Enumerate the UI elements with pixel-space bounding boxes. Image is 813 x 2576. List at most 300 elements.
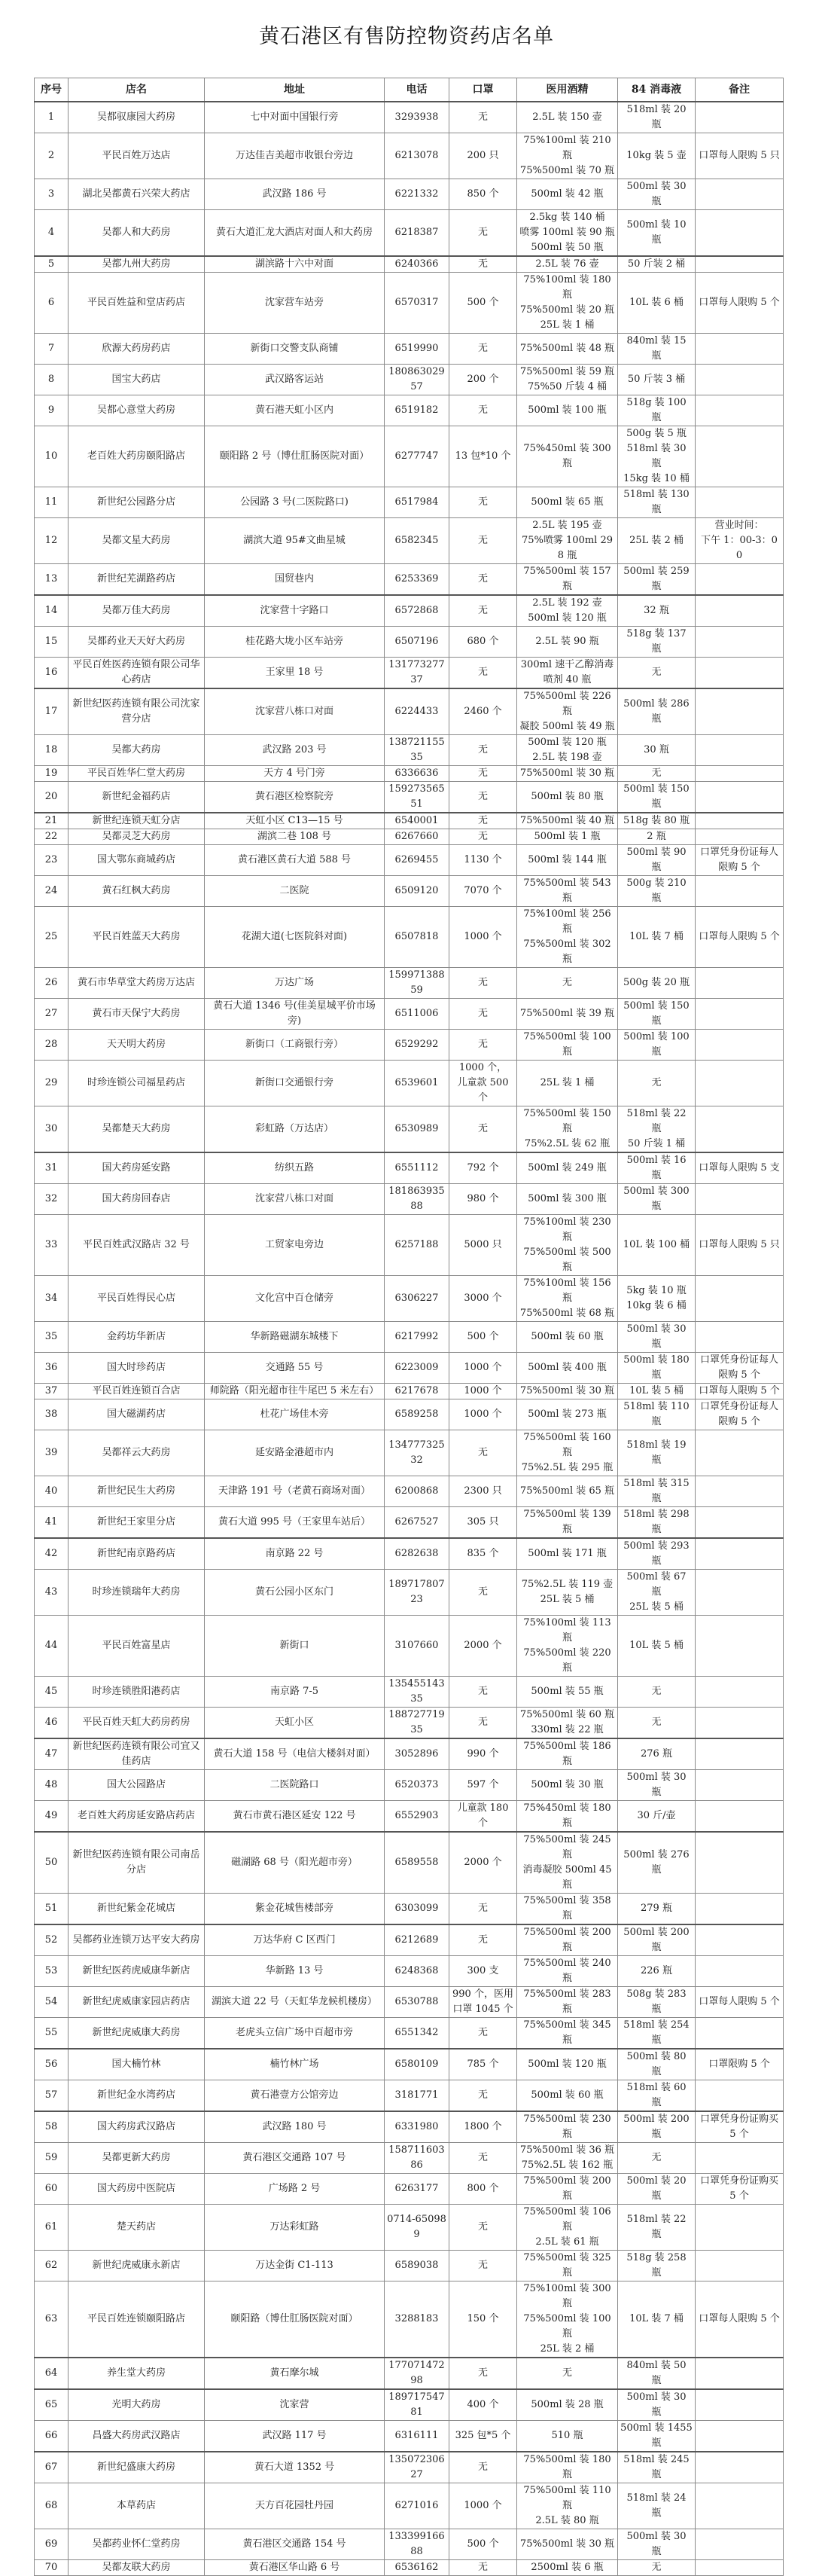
store-note: [696, 999, 784, 1030]
store-note: [696, 2205, 784, 2251]
alcohol-stock: 75%500ml 装 345 瓶: [517, 2018, 618, 2050]
store-phone: 13177327737: [385, 658, 449, 689]
store-name: 平民百姓连锁颐阳路店: [69, 2281, 205, 2358]
store-phone: 6551112: [385, 1152, 449, 1184]
store-name: 吴都药业连锁万达平安大药房: [69, 1924, 205, 1956]
store-name: 吴都更新大药房: [69, 2143, 205, 2174]
alcohol-stock: 75%450ml 装 300 瓶: [517, 426, 618, 487]
table-body: [35, 102, 784, 2576]
alcohol-stock: 500ml 装 273 瓶: [517, 1399, 618, 1430]
store-address: 王家里 18 号: [205, 658, 385, 689]
store-note: [696, 564, 784, 596]
store-note: [696, 2529, 784, 2560]
row-number: 28: [35, 1030, 69, 1061]
disinfectant-stock: 500ml 装 30 瓶: [618, 2529, 696, 2560]
store-note: 口罩每人限购 5 支: [696, 1152, 784, 1184]
store-name: 新世纪医药虎威康华新店: [69, 1956, 205, 1987]
table-row: [35, 1770, 784, 1801]
table-row: [35, 876, 784, 907]
row-number: 56: [35, 2049, 69, 2080]
store-name: 平民百姓得民心店: [69, 1276, 205, 1322]
mask-stock: 500 个: [449, 2529, 517, 2560]
table-row: [35, 1061, 784, 1106]
table-row: [35, 688, 784, 735]
table-row: [35, 1924, 784, 1956]
row-number: 54: [35, 1987, 69, 2018]
table-row: [35, 2251, 784, 2281]
store-note: [696, 595, 784, 627]
store-phone: 6253369: [385, 564, 449, 596]
store-phone: 6336636: [385, 766, 449, 782]
store-name: 国大鄂东商城药店: [69, 845, 205, 876]
store-address: 七中对面中国银行旁: [205, 102, 385, 133]
row-number: 37: [35, 1384, 69, 1399]
store-address: 黄石港区交通路 107 号: [205, 2143, 385, 2174]
alcohol-stock: 500ml 装 400 瓶: [517, 1353, 618, 1384]
table-row: [35, 210, 784, 257]
row-number: 7: [35, 334, 69, 365]
store-phone: 6536162: [385, 2560, 449, 2576]
alcohol-stock: 500ml 装 171 瓶: [517, 1538, 618, 1570]
row-number: 29: [35, 1061, 69, 1106]
alcohol-stock: 500ml 装 120 瓶: [517, 2049, 618, 2080]
row-number: 52: [35, 1924, 69, 1956]
disinfectant-stock: 500ml 装 1455 瓶: [618, 2421, 696, 2452]
store-name: 吴都九州大药房: [69, 256, 205, 273]
disinfectant-stock: 500ml 装 286 瓶: [618, 688, 696, 735]
store-address: 万达佳吉美超市收银台旁边: [205, 133, 385, 179]
alcohol-stock: 500ml 装 42 瓶: [517, 179, 618, 210]
row-number: 55: [35, 2018, 69, 2050]
store-note: [696, 766, 784, 782]
table-row: [35, 1987, 784, 2018]
store-address: 华新路 13 号: [205, 1956, 385, 1987]
store-address: 湖滨二巷 108 号: [205, 829, 385, 845]
disinfectant-stock: 500ml 装 30 瓶: [618, 1322, 696, 1353]
store-name: 本草药店: [69, 2483, 205, 2529]
alcohol-stock: 75%100ml 装 210 瓶 75%500ml 装 70 瓶: [517, 133, 618, 179]
alcohol-stock: 75%500ml 装 200 瓶: [517, 2174, 618, 2205]
store-address: 黄石港区检察院旁: [205, 782, 385, 813]
table-row: [35, 2560, 784, 2576]
mask-stock: 无: [449, 564, 517, 596]
disinfectant-stock: 518g 装 258 瓶: [618, 2251, 696, 2281]
table-row: [35, 2389, 784, 2421]
store-address: 桂花路大垅小区车站旁: [205, 627, 385, 658]
alcohol-stock: 500ml 装 1 瓶: [517, 829, 618, 845]
store-phone: 6570317: [385, 273, 449, 334]
store-phone: 6306227: [385, 1276, 449, 1322]
mask-stock: 2460 个: [449, 688, 517, 735]
disinfectant-stock: 518ml 装 298 瓶: [618, 1507, 696, 1539]
store-note: [696, 1276, 784, 1322]
store-phone: 6509120: [385, 876, 449, 907]
store-note: [696, 2080, 784, 2112]
table-row: [35, 1507, 784, 1539]
store-phone: 0714-650989: [385, 2205, 449, 2251]
row-number: 6: [35, 273, 69, 334]
store-note: [696, 1184, 784, 1215]
mask-stock: 无: [449, 735, 517, 766]
disinfectant-stock: 518ml 装 315 瓶: [618, 1476, 696, 1507]
mask-stock: 无: [449, 2080, 517, 2112]
mask-stock: 无: [449, 766, 517, 782]
store-name: 吴都药业天天好大药房: [69, 627, 205, 658]
mask-stock: 1000 个: [449, 1399, 517, 1430]
store-address: 天方 4 号门旁: [205, 766, 385, 782]
disinfectant-stock: 518ml 装 19 瓶: [618, 1430, 696, 1476]
store-phone: 15871160386: [385, 2143, 449, 2174]
disinfectant-stock: 30 斤/壶: [618, 1801, 696, 1833]
store-name: 国大楠竹林: [69, 2049, 205, 2080]
store-phone: 6519990: [385, 334, 449, 365]
alcohol-stock: 500ml 装 100 瓶: [517, 395, 618, 426]
disinfectant-stock: 500g 装 20 瓶: [618, 968, 696, 999]
store-name: 天天明大药房: [69, 1030, 205, 1061]
table-row: [35, 1430, 784, 1476]
alcohol-stock: 75%500ml 装 48 瓶: [517, 334, 618, 365]
store-note: 营业时间： 下午 1：00-3：00: [696, 518, 784, 564]
mask-stock: 500 个: [449, 1322, 517, 1353]
store-phone: 18086302957: [385, 365, 449, 395]
store-address: 黄石大道汇龙大酒店对面人和大药房: [205, 210, 385, 257]
table-row: [35, 1322, 784, 1353]
store-phone: 6271016: [385, 2483, 449, 2529]
store-name: 欣源大药房药店: [69, 334, 205, 365]
store-phone: 6269455: [385, 845, 449, 876]
mask-stock: 无: [449, 595, 517, 627]
disinfectant-stock: 无: [618, 1061, 696, 1106]
store-name: 新世纪民生大药房: [69, 1476, 205, 1507]
mask-stock: 990 个: [449, 1738, 517, 1770]
store-phone: 6217678: [385, 1384, 449, 1399]
store-name: 新世纪医药连锁有限公司沈家营分店: [69, 688, 205, 735]
header-address: 地址: [205, 78, 385, 102]
store-name: 吴都大药房: [69, 735, 205, 766]
store-phone: 6213078: [385, 133, 449, 179]
row-number: 10: [35, 426, 69, 487]
row-number: 66: [35, 2421, 69, 2452]
table-row: [35, 395, 784, 426]
alcohol-stock: 75%500ml 装 543 瓶: [517, 876, 618, 907]
disinfectant-stock: 500ml 装 180 瓶: [618, 1353, 696, 1384]
disinfectant-stock: 10L 装 100 桶: [618, 1215, 696, 1276]
disinfectant-stock: 10L 装 7 桶: [618, 2281, 696, 2358]
alcohol-stock: 75%100ml 装 256 瓶 75%500ml 装 302 瓶: [517, 907, 618, 968]
store-note: 口罩凭身份证购买 5 个: [696, 2111, 784, 2143]
alcohol-stock: 75%500ml 装 110 瓶 2.5L 装 80 瓶: [517, 2483, 618, 2529]
table-row: [35, 2111, 784, 2143]
table-row: [35, 813, 784, 829]
store-address: 二医院: [205, 876, 385, 907]
row-number: 1: [35, 102, 69, 133]
store-note: [696, 658, 784, 689]
store-name: 国大公园路店: [69, 1770, 205, 1801]
disinfectant-stock: 279 瓶: [618, 1894, 696, 1925]
row-number: 18: [35, 735, 69, 766]
table-row: [35, 627, 784, 658]
store-address: 彩虹路（万达店）: [205, 1106, 385, 1153]
disinfectant-stock: 无: [618, 2143, 696, 2174]
alcohol-stock: 2500ml 装 6 瓶: [517, 2560, 618, 2576]
store-name: 新世纪医药连锁有限公司南岳分店: [69, 1832, 205, 1894]
alcohol-stock: 75%500ml 装 30 瓶: [517, 1384, 618, 1399]
store-note: [696, 627, 784, 658]
store-address: 武汉路客运站: [205, 365, 385, 395]
store-address: 颐阳路 2 号（博仕肛肠医院对面）: [205, 426, 385, 487]
disinfectant-stock: 500ml 装 30 瓶: [618, 1770, 696, 1801]
mask-stock: 无: [449, 2143, 517, 2174]
row-number: 32: [35, 1184, 69, 1215]
table-row: [35, 1184, 784, 1215]
store-note: 口罩凭身份证每人限购 5 个: [696, 1353, 784, 1384]
disinfectant-stock: 226 瓶: [618, 1956, 696, 1987]
store-name: 吴都驭康园大药房: [69, 102, 205, 133]
row-number: 44: [35, 1616, 69, 1677]
store-phone: 6589558: [385, 1832, 449, 1894]
store-name: 黄石红枫大药房: [69, 876, 205, 907]
disinfectant-stock: 无: [618, 658, 696, 689]
mask-stock: 1130 个: [449, 845, 517, 876]
alcohol-stock: 75%500ml 装 186 瓶: [517, 1738, 618, 1770]
mask-stock: 835 个: [449, 1538, 517, 1570]
mask-stock: 无: [449, 1708, 517, 1739]
row-number: 13: [35, 564, 69, 596]
store-phone: 3181771: [385, 2080, 449, 2112]
mask-stock: 无: [449, 968, 517, 999]
store-name: 吴都文星大药房: [69, 518, 205, 564]
mask-stock: 200 只: [449, 133, 517, 179]
table-row: [35, 2421, 784, 2452]
store-address: 万达广场: [205, 968, 385, 999]
alcohol-stock: 2.5L 装 90 瓶: [517, 627, 618, 658]
store-phone: 3293938: [385, 102, 449, 133]
store-address: 天虹小区: [205, 1708, 385, 1739]
store-name: 吴都万佳大药房: [69, 595, 205, 627]
disinfectant-stock: 840ml 装 15 瓶: [618, 334, 696, 365]
table-row: [35, 273, 784, 334]
store-note: [696, 2018, 784, 2050]
store-note: [696, 1738, 784, 1770]
pharmacy-table: [34, 78, 784, 2576]
alcohol-stock: 75%500ml 装 226 瓶 凝胶 500ml 装 49 瓶: [517, 688, 618, 735]
table-row: [35, 968, 784, 999]
table-row: [35, 999, 784, 1030]
disinfectant-stock: 518ml 装 245 瓶: [618, 2452, 696, 2483]
store-note: [696, 1924, 784, 1956]
alcohol-stock: 75%500ml 装 150 瓶 75%2.5L 装 62 瓶: [517, 1106, 618, 1153]
store-address: 黄石港区华山路 6 号: [205, 2560, 385, 2576]
store-address: 武汉路 117 号: [205, 2421, 385, 2452]
disinfectant-stock: 10L 装 5 桶: [618, 1616, 696, 1677]
store-note: [696, 688, 784, 735]
store-phone: 6212689: [385, 1924, 449, 1956]
store-address: 华新路磁湖东城楼下: [205, 1322, 385, 1353]
store-note: [696, 2389, 784, 2421]
table-row: [35, 1616, 784, 1677]
row-number: 33: [35, 1215, 69, 1276]
store-address: 武汉路 180 号: [205, 2111, 385, 2143]
row-number: 30: [35, 1106, 69, 1153]
store-phone: 18186393588: [385, 1184, 449, 1215]
row-number: 34: [35, 1276, 69, 1322]
row-number: 5: [35, 256, 69, 273]
store-name: 老百姓大药房延安路店药店: [69, 1801, 205, 1833]
store-phone: 6257188: [385, 1215, 449, 1276]
disinfectant-stock: 276 瓶: [618, 1738, 696, 1770]
store-address: 黄石大道 1352 号: [205, 2452, 385, 2483]
alcohol-stock: 75%500ml 装 230 瓶: [517, 2111, 618, 2143]
alcohol-stock: 500ml 装 65 瓶: [517, 487, 618, 518]
store-name: 湖北吴都黄石兴荣大药店: [69, 179, 205, 210]
row-number: 21: [35, 813, 69, 829]
store-name: 吴都灵芝大药房: [69, 829, 205, 845]
store-address: 师院路（阳光超市往牛尾巴 5 米左右）: [205, 1384, 385, 1399]
store-address: 工贸家电旁边: [205, 1215, 385, 1276]
disinfectant-stock: 840ml 装 50 瓶: [618, 2358, 696, 2389]
mask-stock: 850 个: [449, 179, 517, 210]
row-number: 19: [35, 766, 69, 782]
store-note: 口罩每人限购 5 个: [696, 2281, 784, 2358]
row-number: 39: [35, 1430, 69, 1476]
store-phone: 6316111: [385, 2421, 449, 2452]
row-number: 15: [35, 627, 69, 658]
table-row: [35, 782, 784, 813]
disinfectant-stock: 2 瓶: [618, 829, 696, 845]
disinfectant-stock: 500ml 装 293 瓶: [618, 1538, 696, 1570]
row-number: 51: [35, 1894, 69, 1925]
disinfectant-stock: 无: [618, 1708, 696, 1739]
mask-stock: 680 个: [449, 627, 517, 658]
store-name: 国宝大药店: [69, 365, 205, 395]
store-note: [696, 1538, 784, 1570]
store-name: 新世纪公园路分店: [69, 487, 205, 518]
alcohol-stock: 75%500ml 装 200 瓶: [517, 1924, 618, 1956]
store-phone: 6282638: [385, 1538, 449, 1570]
store-address: 黄石港壹方公馆旁边: [205, 2080, 385, 2112]
alcohol-stock: 75%500ml 装 39 瓶: [517, 999, 618, 1030]
store-phone: 18971754781: [385, 2389, 449, 2421]
row-number: 12: [35, 518, 69, 564]
store-note: [696, 102, 784, 133]
store-note: [696, 2483, 784, 2529]
alcohol-stock: 75%500ml 装 157 瓶: [517, 564, 618, 596]
table-row: [35, 2018, 784, 2050]
store-phone: 6511006: [385, 999, 449, 1030]
table-row: [35, 1677, 784, 1708]
mask-stock: 990 个，医用 口罩 1045 个: [449, 1987, 517, 2018]
store-name: 新世纪金水湾药店: [69, 2080, 205, 2112]
disinfectant-stock: 518g 装 100 瓶: [618, 395, 696, 426]
table-header-row: [35, 78, 784, 102]
store-phone: 6248368: [385, 1956, 449, 1987]
store-note: 口罩每人限购 5 只: [696, 133, 784, 179]
mask-stock: 325 包*5 个: [449, 2421, 517, 2452]
row-number: 2: [35, 133, 69, 179]
alcohol-stock: 75%500ml 装 30 瓶: [517, 766, 618, 782]
store-name: 吴都心意堂大药房: [69, 395, 205, 426]
store-address: 万达金街 C1-113: [205, 2251, 385, 2281]
alcohol-stock: 300ml 速干乙醇消毒 喷剂 40 瓶: [517, 658, 618, 689]
mask-stock: 无: [449, 999, 517, 1030]
store-phone: 6539601: [385, 1061, 449, 1106]
disinfectant-stock: 无: [618, 1677, 696, 1708]
store-note: [696, 1507, 784, 1539]
alcohol-stock: 75%100ml 装 156 瓶 75%500ml 装 68 瓶: [517, 1276, 618, 1322]
mask-stock: 无: [449, 2452, 517, 2483]
disinfectant-stock: 500ml 装 150 瓶: [618, 782, 696, 813]
store-phone: 15927356551: [385, 782, 449, 813]
store-address: 新街口交警支队商铺: [205, 334, 385, 365]
disinfectant-stock: 500ml 装 200 瓶: [618, 2111, 696, 2143]
store-address: 花湖大道(七医院斜对面): [205, 907, 385, 968]
store-name: 养生堂大药房: [69, 2358, 205, 2389]
store-name: 平民百姓华仁堂大药房: [69, 766, 205, 782]
store-phone: 6552903: [385, 1801, 449, 1833]
disinfectant-stock: 10L 装 5 桶: [618, 1384, 696, 1399]
mask-stock: 无: [449, 334, 517, 365]
store-phone: 6218387: [385, 210, 449, 257]
store-address: 湖滨路十六中对面: [205, 256, 385, 273]
store-phone: 6589038: [385, 2251, 449, 2281]
table-row: [35, 2358, 784, 2389]
store-name: 国大药房武汉路店: [69, 2111, 205, 2143]
table-row: [35, 735, 784, 766]
store-phone: 6572868: [385, 595, 449, 627]
mask-stock: 无: [449, 487, 517, 518]
store-note: [696, 1430, 784, 1476]
store-note: 口罩限购 5 个: [696, 2049, 784, 2080]
alcohol-stock: 75%500ml 装 325 瓶: [517, 2251, 618, 2281]
store-address: 黄石市黄石港区延安 122 号: [205, 1801, 385, 1833]
table-row: [35, 2174, 784, 2205]
row-number: 25: [35, 907, 69, 968]
table-row: [35, 1276, 784, 1322]
store-address: 楠竹林广场: [205, 2049, 385, 2080]
store-phone: 6224433: [385, 688, 449, 735]
row-number: 60: [35, 2174, 69, 2205]
disinfectant-stock: 500ml 装 259 瓶: [618, 564, 696, 596]
store-phone: 13507230627: [385, 2452, 449, 2483]
store-phone: 6530788: [385, 1987, 449, 2018]
row-number: 8: [35, 365, 69, 395]
store-note: [696, 1570, 784, 1616]
alcohol-stock: 无: [517, 968, 618, 999]
store-note: [696, 1322, 784, 1353]
store-address: 紫金花城售楼部旁: [205, 1894, 385, 1925]
table-row: [35, 1570, 784, 1616]
store-phone: 3288183: [385, 2281, 449, 2358]
row-number: 20: [35, 782, 69, 813]
table-row: [35, 2205, 784, 2251]
row-number: 47: [35, 1738, 69, 1770]
row-number: 46: [35, 1708, 69, 1739]
store-note: [696, 426, 784, 487]
store-name: 昌盛大药房武汉路店: [69, 2421, 205, 2452]
disinfectant-stock: 500ml 装 67 瓶 25L 装 5 桶: [618, 1570, 696, 1616]
store-note: [696, 334, 784, 365]
store-address: 广场路 2 号: [205, 2174, 385, 2205]
store-address: 新街口交通银行旁: [205, 1061, 385, 1106]
alcohol-stock: 无: [517, 2358, 618, 2389]
header-phone: 电话: [385, 78, 449, 102]
table-row: [35, 2452, 784, 2483]
row-number: 70: [35, 2560, 69, 2576]
disinfectant-stock: 500g 装 5 瓶 518ml 装 30 瓶 15kg 装 10 桶: [618, 426, 696, 487]
row-number: 31: [35, 1152, 69, 1184]
alcohol-stock: 75%2.5L 装 119 壶 25L 装 5 桶: [517, 1570, 618, 1616]
disinfectant-stock: 518ml 装 254 瓶: [618, 2018, 696, 2050]
